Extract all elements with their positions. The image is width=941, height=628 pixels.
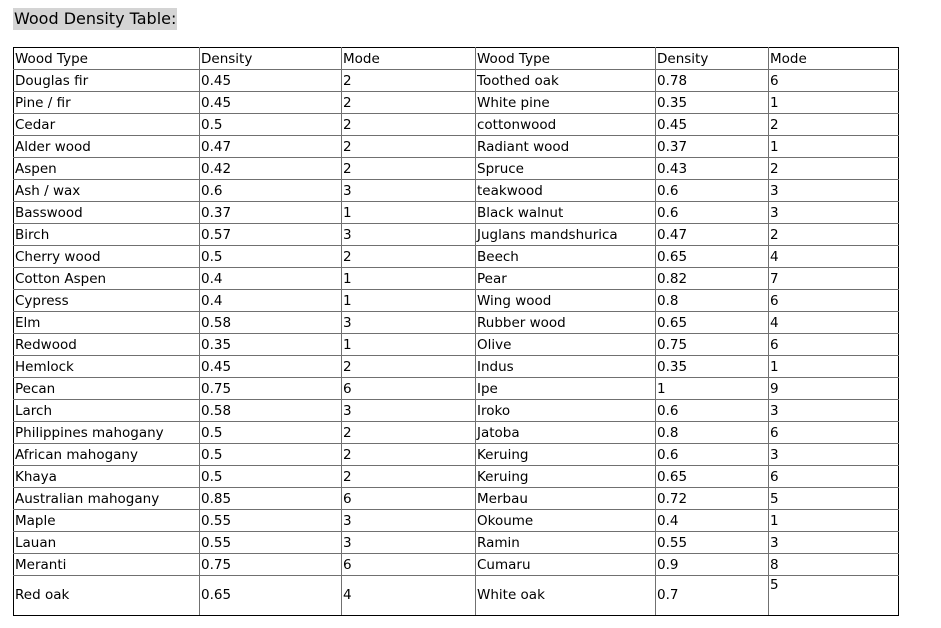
header-cell-density: Density xyxy=(656,48,769,70)
table-row xyxy=(14,576,899,616)
cell-mode: 6 xyxy=(342,378,476,400)
cell-mode: 3 xyxy=(769,202,899,224)
cell-density: 0.5 xyxy=(200,422,342,444)
table-row xyxy=(14,224,899,246)
cell-density: 0.5 xyxy=(200,114,342,136)
cell-wood-type: White pine xyxy=(476,92,656,114)
table-row xyxy=(14,444,899,466)
table-row xyxy=(14,246,899,268)
cell-mode: 8 xyxy=(769,554,899,576)
cell-mode: 2 xyxy=(342,444,476,466)
cell-mode: 7 xyxy=(769,268,899,290)
cell-mode: 3 xyxy=(342,532,476,554)
cell-mode: 2 xyxy=(769,158,899,180)
cell-wood-type: Toothed oak xyxy=(476,70,656,92)
wood-density-table xyxy=(13,47,899,616)
cell-wood-type: African mahogany xyxy=(14,444,200,466)
cell-density: 0.5 xyxy=(200,246,342,268)
header-cell-density: Density xyxy=(200,48,342,70)
cell-wood-type: Birch xyxy=(14,224,200,246)
cell-wood-type: Cherry wood xyxy=(14,246,200,268)
cell-mode: 2 xyxy=(342,356,476,378)
cell-wood-type: Cotton Aspen xyxy=(14,268,200,290)
cell-wood-type: Khaya xyxy=(14,466,200,488)
cell-density: 0.43 xyxy=(656,158,769,180)
cell-density: 0.8 xyxy=(656,290,769,312)
cell-density: 0.45 xyxy=(200,70,342,92)
cell-density: 0.6 xyxy=(656,400,769,422)
cell-mode: 3 xyxy=(342,400,476,422)
cell-mode: 3 xyxy=(342,312,476,334)
header-cell-wood-type: Wood Type xyxy=(14,48,200,70)
header-cell-mode: Mode xyxy=(342,48,476,70)
table-header-row xyxy=(14,48,899,70)
cell-wood-type: Radiant wood xyxy=(476,136,656,158)
cell-mode: 3 xyxy=(769,180,899,202)
cell-mode: 4 xyxy=(769,312,899,334)
cell-wood-type: Pine / fir xyxy=(14,92,200,114)
cell-mode: 3 xyxy=(342,180,476,202)
cell-wood-type: Juglans mandshurica xyxy=(476,224,656,246)
cell-density: 0.65 xyxy=(656,466,769,488)
cell-wood-type: Larch xyxy=(14,400,200,422)
cell-mode: 3 xyxy=(342,510,476,532)
cell-wood-type: Maple xyxy=(14,510,200,532)
cell-mode: 6 xyxy=(769,290,899,312)
cell-mode: 1 xyxy=(342,268,476,290)
cell-wood-type: Keruing xyxy=(476,466,656,488)
table-row xyxy=(14,136,899,158)
cell-density: 0.35 xyxy=(656,356,769,378)
cell-density: 1 xyxy=(656,378,769,400)
cell-density: 0.78 xyxy=(656,70,769,92)
cell-wood-type: Pecan xyxy=(14,378,200,400)
cell-mode: 6 xyxy=(769,70,899,92)
cell-mode: 1 xyxy=(769,356,899,378)
cell-density: 0.45 xyxy=(200,92,342,114)
cell-density: 0.55 xyxy=(200,510,342,532)
cell-wood-type: Indus xyxy=(476,356,656,378)
cell-mode: 5 xyxy=(769,488,899,510)
cell-mode: 2 xyxy=(342,158,476,180)
cell-density: 0.65 xyxy=(656,246,769,268)
cell-wood-type: Pear xyxy=(476,268,656,290)
cell-mode: 2 xyxy=(342,466,476,488)
cell-mode: 3 xyxy=(769,444,899,466)
cell-wood-type: cottonwood xyxy=(476,114,656,136)
cell-wood-type: Basswood xyxy=(14,202,200,224)
cell-mode: 4 xyxy=(342,576,476,616)
cell-density: 0.35 xyxy=(200,334,342,356)
cell-wood-type: Keruing xyxy=(476,444,656,466)
table-row xyxy=(14,400,899,422)
cell-mode: 4 xyxy=(769,246,899,268)
cell-density: 0.6 xyxy=(200,180,342,202)
cell-density: 0.6 xyxy=(656,444,769,466)
table-row xyxy=(14,114,899,136)
cell-density: 0.45 xyxy=(200,356,342,378)
header-cell-wood-type: Wood Type xyxy=(476,48,656,70)
table-row xyxy=(14,378,899,400)
cell-mode: 3 xyxy=(342,224,476,246)
table-row xyxy=(14,356,899,378)
table-row xyxy=(14,334,899,356)
cell-wood-type: Wing wood xyxy=(476,290,656,312)
cell-density: 0.75 xyxy=(200,378,342,400)
cell-wood-type: Elm xyxy=(14,312,200,334)
cell-density: 0.72 xyxy=(656,488,769,510)
cell-wood-type: Merbau xyxy=(476,488,656,510)
cell-density: 0.65 xyxy=(200,576,342,616)
cell-mode: 1 xyxy=(769,92,899,114)
cell-density: 0.55 xyxy=(200,532,342,554)
page-title: Wood Density Table: xyxy=(14,9,177,28)
cell-mode: 1 xyxy=(342,202,476,224)
table-row xyxy=(14,70,899,92)
cell-density: 0.47 xyxy=(656,224,769,246)
cell-wood-type: Alder wood xyxy=(14,136,200,158)
cell-density: 0.65 xyxy=(656,312,769,334)
cell-wood-type: Ipe xyxy=(476,378,656,400)
table-row xyxy=(14,312,899,334)
cell-wood-type: Redwood xyxy=(14,334,200,356)
cell-wood-type: White oak xyxy=(476,576,656,616)
cell-density: 0.5 xyxy=(200,444,342,466)
table-row xyxy=(14,488,899,510)
cell-density: 0.4 xyxy=(200,290,342,312)
cell-mode: 6 xyxy=(342,488,476,510)
cell-density: 0.58 xyxy=(200,312,342,334)
cell-wood-type: Okoume xyxy=(476,510,656,532)
table-row xyxy=(14,422,899,444)
cell-mode: 1 xyxy=(769,136,899,158)
cell-mode: 3 xyxy=(769,400,899,422)
cell-mode: 6 xyxy=(769,334,899,356)
table-row xyxy=(14,92,899,114)
cell-wood-type: Douglas fir xyxy=(14,70,200,92)
cell-density: 0.55 xyxy=(656,532,769,554)
cell-density: 0.6 xyxy=(656,202,769,224)
cell-density: 0.8 xyxy=(656,422,769,444)
cell-wood-type: Iroko xyxy=(476,400,656,422)
cell-density: 0.85 xyxy=(200,488,342,510)
table-row xyxy=(14,532,899,554)
cell-density: 0.45 xyxy=(656,114,769,136)
cell-wood-type: teakwood xyxy=(476,180,656,202)
cell-wood-type: Philippines mahogany xyxy=(14,422,200,444)
cell-density: 0.35 xyxy=(656,92,769,114)
cell-density: 0.82 xyxy=(656,268,769,290)
cell-mode: 2 xyxy=(342,422,476,444)
cell-mode: 9 xyxy=(769,378,899,400)
cell-mode: 2 xyxy=(342,70,476,92)
table-row xyxy=(14,158,899,180)
cell-wood-type: Spruce xyxy=(476,158,656,180)
cell-mode: 1 xyxy=(342,290,476,312)
cell-wood-type: Olive xyxy=(476,334,656,356)
cell-wood-type: Cumaru xyxy=(476,554,656,576)
cell-density: 0.4 xyxy=(200,268,342,290)
cell-wood-type: Meranti xyxy=(14,554,200,576)
cell-density: 0.57 xyxy=(200,224,342,246)
cell-density: 0.6 xyxy=(656,180,769,202)
cell-wood-type: Red oak xyxy=(14,576,200,616)
table-row xyxy=(14,510,899,532)
cell-density: 0.75 xyxy=(200,554,342,576)
cell-wood-type: Beech xyxy=(476,246,656,268)
cell-density: 0.42 xyxy=(200,158,342,180)
cell-mode: 2 xyxy=(769,224,899,246)
cell-wood-type: Jatoba xyxy=(476,422,656,444)
cell-wood-type: Ash / wax xyxy=(14,180,200,202)
cell-wood-type: Ramin xyxy=(476,532,656,554)
cell-mode: 2 xyxy=(342,136,476,158)
table-row xyxy=(14,290,899,312)
cell-mode: 6 xyxy=(342,554,476,576)
cell-mode: 2 xyxy=(342,92,476,114)
table-row xyxy=(14,466,899,488)
cell-density: 0.37 xyxy=(656,136,769,158)
cell-density: 0.5 xyxy=(200,466,342,488)
cell-wood-type: Australian mahogany xyxy=(14,488,200,510)
cell-wood-type: Hemlock xyxy=(14,356,200,378)
table-row xyxy=(14,202,899,224)
cell-mode: 1 xyxy=(769,510,899,532)
cell-wood-type: Lauan xyxy=(14,532,200,554)
cell-density: 0.7 xyxy=(656,576,769,616)
table-row xyxy=(14,554,899,576)
cell-density: 0.58 xyxy=(200,400,342,422)
cell-density: 0.4 xyxy=(656,510,769,532)
cell-density: 0.75 xyxy=(656,334,769,356)
cell-mode: 5 xyxy=(769,576,899,616)
cell-mode: 2 xyxy=(342,114,476,136)
cell-density: 0.37 xyxy=(200,202,342,224)
header-cell-mode: Mode xyxy=(769,48,899,70)
cell-mode: 2 xyxy=(769,114,899,136)
table-row xyxy=(14,180,899,202)
cell-wood-type: Cedar xyxy=(14,114,200,136)
cell-density: 0.9 xyxy=(656,554,769,576)
table-row xyxy=(14,268,899,290)
cell-wood-type: Black walnut xyxy=(476,202,656,224)
cell-mode: 3 xyxy=(769,532,899,554)
cell-mode: 6 xyxy=(769,422,899,444)
cell-density: 0.47 xyxy=(200,136,342,158)
cell-mode: 6 xyxy=(769,466,899,488)
cell-mode: 1 xyxy=(342,334,476,356)
cell-wood-type: Aspen xyxy=(14,158,200,180)
cell-wood-type: Rubber wood xyxy=(476,312,656,334)
cell-mode: 2 xyxy=(342,246,476,268)
cell-wood-type: Cypress xyxy=(14,290,200,312)
